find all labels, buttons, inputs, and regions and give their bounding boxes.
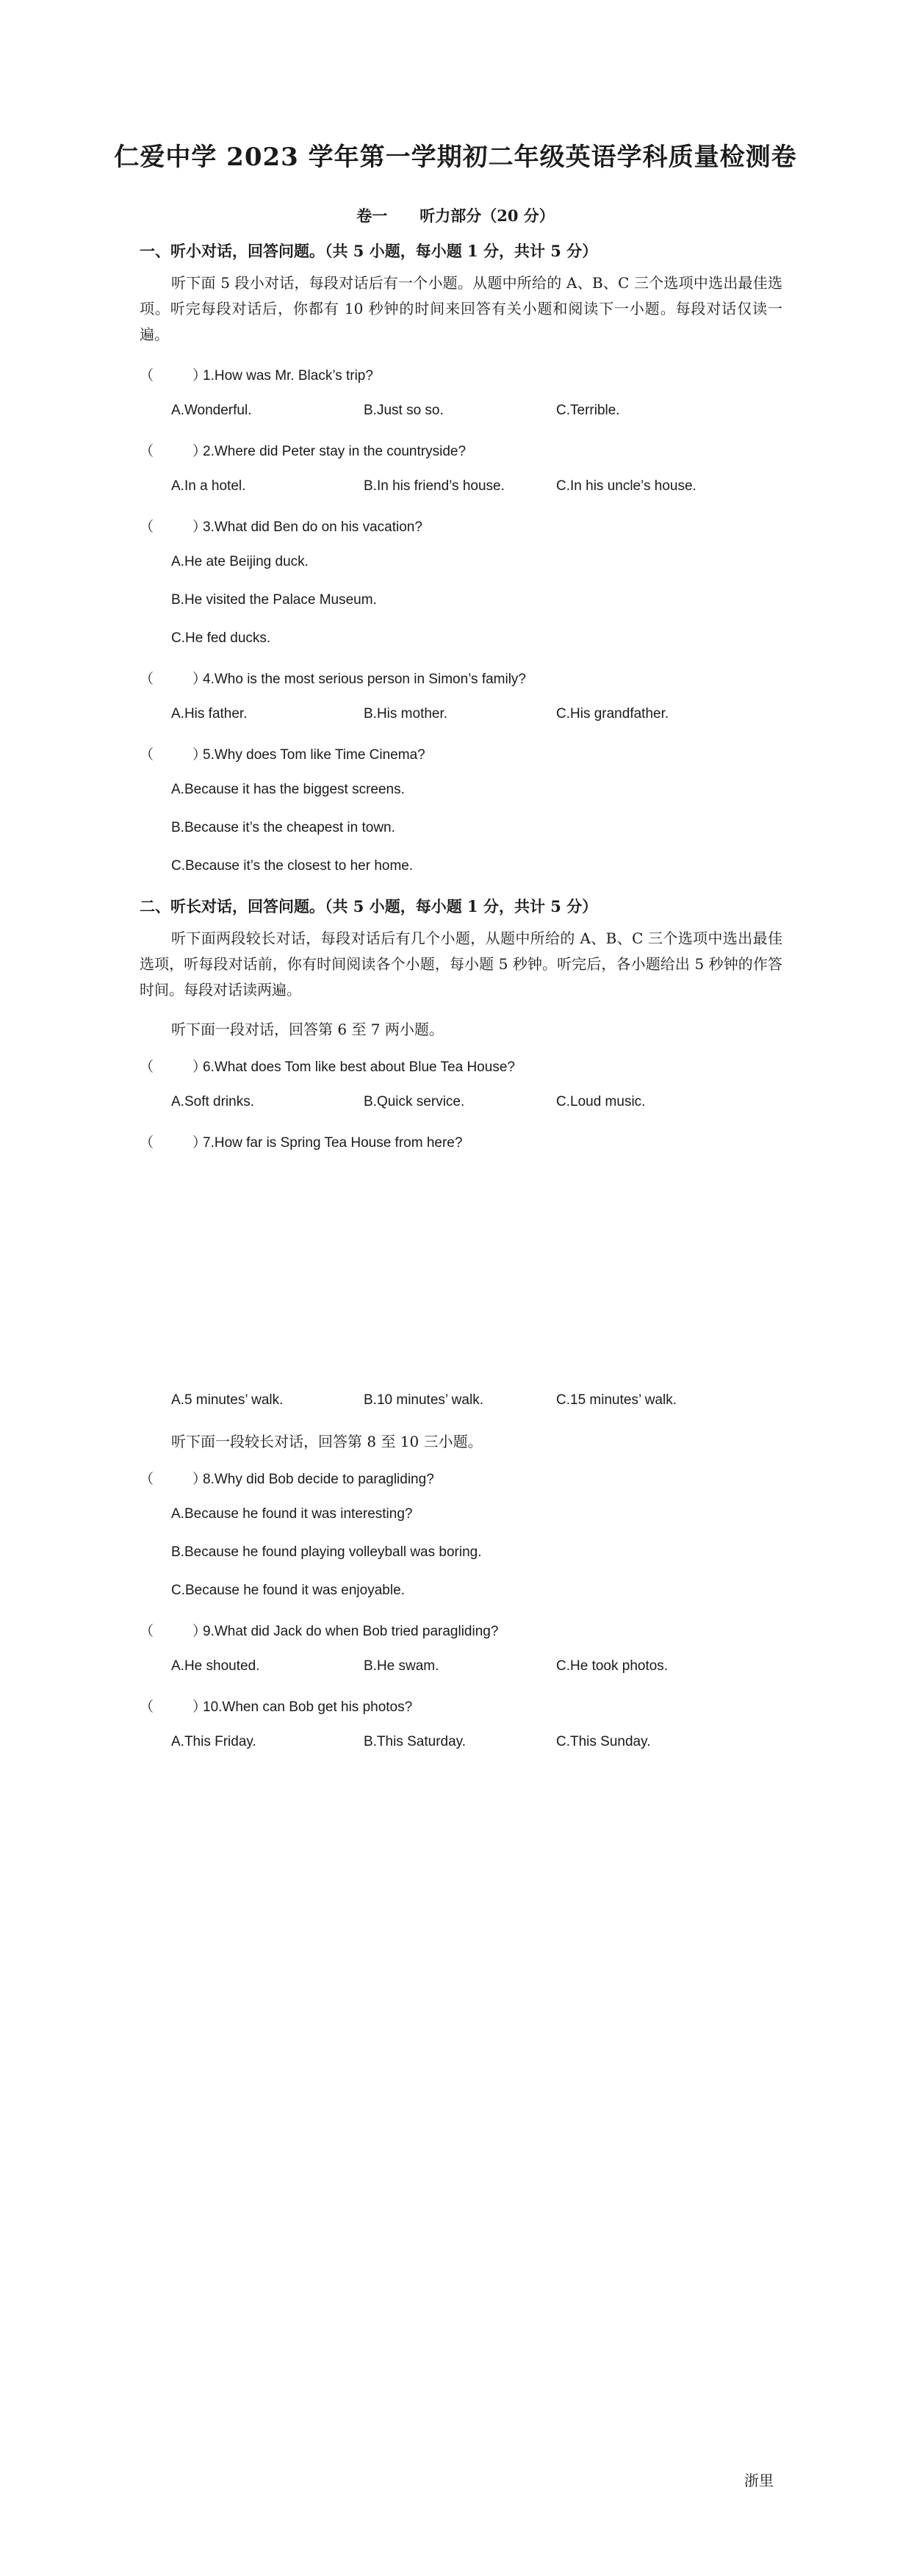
q9-option-a: A.He shouted. (171, 1658, 260, 1674)
answer-paren-open: （ (140, 1699, 154, 1715)
q10-option-a: A.This Friday. (171, 1734, 256, 1749)
question-text: 9.What did Jack do when Bob tried paragliding? (203, 1624, 499, 1639)
question-text: 4.Who is the most serious person in Simon’s family? (203, 672, 526, 687)
q4-option-a: A.His father. (171, 706, 248, 722)
q7-option-a: A.5 minutes’ walk. (171, 1392, 284, 1408)
question-9 (140, 1620, 498, 1640)
question-1 (140, 364, 373, 384)
q8-option-a: A.Because he found it was interesting? (171, 1506, 413, 1522)
q2-option-c: C.In his uncle’s house. (556, 478, 696, 494)
q4-option-b: B.His mother. (364, 706, 448, 722)
answer-paren-open: （ (140, 519, 154, 535)
question-text: 10.When can Bob get his photos? (203, 1699, 413, 1715)
answer-paren-close: ） (192, 1699, 207, 1715)
answer-paren-close: ） (192, 1624, 207, 1639)
question-text: 3.What did Ben do on his vacation? (203, 519, 422, 535)
q6-option-a: A.Soft drinks. (171, 1094, 254, 1109)
answer-paren-open: （ (140, 1624, 154, 1639)
answer-paren-close: ） (192, 444, 207, 459)
answer-paren-close: ） (192, 747, 207, 763)
q8-option-b: B.Because he found playing volleyball was boring. (171, 1544, 482, 1560)
q8-option-c: C.Because he found it was enjoyable. (171, 1583, 405, 1598)
question-3 (140, 516, 422, 536)
q7-option-c: C.15 minutes’ walk. (556, 1392, 677, 1408)
q9-option-b: B.He swam. (364, 1658, 439, 1674)
subtitle-part: 听力部分（20 分） (420, 206, 555, 225)
question-2 (140, 440, 466, 460)
section1-heading: 一、听小对话，回答问题。（共 5 小题，每小题 1 分，共计 5 分） (140, 242, 598, 260)
q7-option-b: B.10 minutes’ walk. (364, 1392, 483, 1408)
section2-heading: 二、听长对话，回答问题。（共 5 小题，每小题 1 分，共计 5 分） (140, 897, 598, 915)
answer-paren-open: （ (140, 747, 154, 763)
question-8 (140, 1468, 434, 1488)
answer-paren-open: （ (140, 368, 154, 384)
q5-option-a: A.Because it has the biggest screens. (171, 782, 405, 797)
question-4 (140, 668, 526, 688)
q6-option-c: C.Loud music. (556, 1094, 646, 1109)
answer-paren-open: （ (140, 1472, 154, 1487)
question-text: 8.Why did Bob decide to paragliding? (203, 1472, 434, 1487)
q5-option-c: C.Because it’s the closest to her home. (171, 858, 414, 874)
question-text: 7.How far is Spring Tea House from here? (203, 1135, 463, 1151)
q9-option-c: C.He took photos. (556, 1658, 669, 1674)
page-footer: 浙里 (744, 2472, 774, 2489)
answer-paren-open: （ (140, 1059, 154, 1075)
answer-paren-close: ） (192, 368, 207, 384)
answer-paren-close: ） (192, 519, 207, 535)
q2-option-b: B.In his friend’s house. (364, 478, 505, 494)
q1-option-a: A.Wonderful. (171, 403, 252, 418)
q6-option-b: B.Quick service. (364, 1094, 465, 1109)
q10-option-c: C.This Sunday. (556, 1734, 651, 1749)
question-text: 5.Why does Tom like Time Cinema? (203, 747, 425, 763)
answer-paren-open: （ (140, 672, 154, 687)
q1-option-c: C.Terrible. (556, 403, 620, 418)
q2-option-a: A.In a hotel. (171, 478, 246, 494)
q10-option-b: B.This Saturday. (364, 1734, 467, 1749)
q4-option-c: C.His grandfather. (556, 706, 669, 722)
q3-option-c: C.He fed ducks. (171, 630, 271, 646)
section2-instructions: 听下面两段较长对话，每段对话后有几个小题，从题中所给的 A、B、C 三个选项中选出最佳选项，听每段对话前，你有时间阅读各个小题，每小题 5 秒钟。听完后，各小题给出 5 秒钟的作答时间。每段对话读两遍。 (140, 929, 782, 999)
question-10 (140, 1696, 412, 1716)
question-6 (140, 1056, 515, 1076)
answer-paren-close: ） (192, 1135, 207, 1151)
q1-option-b: B.Just so so. (364, 403, 444, 418)
section1-instructions: 听下面 5 段小对话，每段对话后有一个小题。从题中所给的 A、B、C 三个选项中选出最佳选项。听完每段对话后，你都有 10 秒钟的时间来回答有关小题和阅读下一小题。每段对话仅读一遍。 (140, 274, 782, 343)
page-title: 仁爱中学 2023 学年第一学期初二年级英语学科质量检测卷 (114, 143, 797, 172)
section2-note-1: 听下面一段对话，回答第 6 至 7 两小题。 (171, 1021, 444, 1038)
answer-paren-close: ） (192, 1059, 207, 1075)
answer-paren-open: （ (140, 444, 154, 459)
subtitle-volume: 卷一 (356, 206, 388, 225)
question-text: 6.What does Tom like best about Blue Tea House? (203, 1059, 515, 1075)
question-5 (140, 744, 425, 763)
answer-paren-close: ） (192, 1472, 207, 1487)
section2-note-2: 听下面一段较长对话，回答第 8 至 10 三小题。 (171, 1433, 483, 1450)
answer-paren-close: ） (192, 672, 207, 687)
question-7 (140, 1132, 462, 1151)
paper-subtitle (0, 204, 911, 226)
q3-option-b: B.He visited the Palace Museum. (171, 592, 377, 608)
question-text: 1.How was Mr. Black’s trip? (203, 368, 373, 384)
q3-option-a: A.He ate Beijing duck. (171, 554, 309, 569)
question-text: 2.Where did Peter stay in the countryside? (203, 444, 467, 459)
answer-paren-open: （ (140, 1135, 154, 1151)
q5-option-b: B.Because it’s the cheapest in town. (171, 820, 395, 835)
